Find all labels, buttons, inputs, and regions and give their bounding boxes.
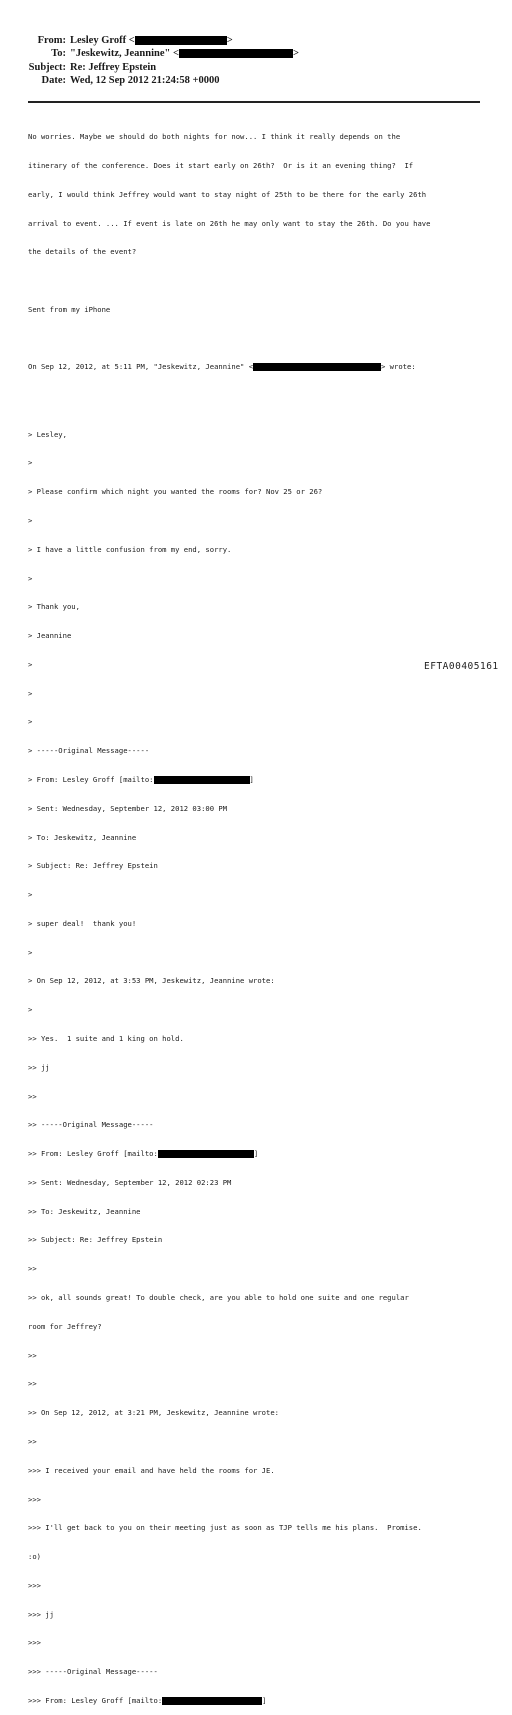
from-value: Lesley Groff <: [70, 35, 135, 46]
quoted-from-post: ]: [253, 1149, 259, 1159]
quoted-line: >> Sent: Wednesday, September 12, 2012 02:23 PM: [28, 1177, 232, 1187]
quoted-line: >>: [28, 1379, 37, 1389]
quoted-line: >: [28, 659, 33, 669]
from-label: From:: [37, 35, 66, 46]
quoted-line: >: [28, 1005, 33, 1015]
subject-value: Re: Jeffrey Epstein: [70, 62, 157, 73]
quoted-line: >: [28, 947, 33, 957]
on-wrote-line: [28, 362, 484, 372]
quoted-from-line: [28, 775, 484, 785]
quoted-line: >> To: Jeskewitz, Jeannine: [28, 1206, 141, 1216]
quoted-line: >>> -----Original Message-----: [28, 1667, 158, 1677]
redaction-bar: [154, 776, 250, 784]
quoted-line: >> Yes. 1 suite and 1 king on hold.: [28, 1034, 184, 1043]
quoted-line: >>> I received your email and have held the rooms for JE.: [28, 1465, 275, 1475]
to-value: "Jeskewitz, Jeannine" <: [70, 48, 179, 59]
quoted-line: >> Subject: Re: Jeffrey Epstein: [28, 1235, 163, 1245]
quoted-line: >>: [28, 1264, 37, 1274]
redaction-bar: [179, 49, 293, 58]
quoted-line: > -----Original Message-----: [28, 746, 150, 756]
from-close: >: [226, 35, 233, 46]
redaction-bar: [158, 1150, 254, 1158]
quoted-line: :o): [28, 1552, 41, 1562]
quoted-line: >>: [28, 1350, 37, 1360]
redaction-bar: [162, 1697, 262, 1705]
quoted-from-post: ]: [249, 774, 254, 784]
quoted-line: > Lesley,: [28, 429, 67, 439]
quoted-line: > To: Jeskewitz, Jeannine: [28, 832, 137, 842]
email-body: [28, 113, 484, 1715]
date-label: Date:: [41, 75, 66, 86]
quoted-line: >: [28, 688, 33, 698]
header-divider: [28, 101, 480, 103]
quoted-line: >>>: [28, 1494, 41, 1504]
quoted-line: >> On Sep 12, 2012, at 3:21 PM, Jeskewitz, Jeannine wrote:: [28, 1408, 279, 1418]
quoted-line: >: [28, 573, 33, 583]
body-line: the details of the event?: [28, 247, 137, 257]
on-wrote-post: > wrote:: [381, 362, 416, 372]
body-line: itinerary of the conference. Does it start early on 26th? Or is it an evening thing? If: [28, 160, 414, 170]
quoted-from-pre: > From: Lesley Groff [mailto:: [28, 774, 154, 784]
document-id-stamp: EFTA00405161: [424, 661, 499, 672]
redaction-bar: [253, 363, 381, 371]
body-line: arrival to event. ... If event is late on 26th he may only want to stay the 26th. Do you have: [28, 218, 431, 228]
sent-from: Sent from my iPhone: [28, 304, 111, 314]
quoted-line: >>>: [28, 1580, 41, 1590]
body-line: No worries. Maybe we should do both nights for now... I think it really depends on the: [28, 132, 401, 142]
quoted-line: > Thank you,: [28, 602, 80, 612]
quoted-line: > Please confirm which night you wanted the rooms for? Nov 25 or 26?: [28, 487, 323, 497]
quoted-from-pre: >> From: Lesley Groff [mailto:: [28, 1149, 158, 1159]
quoted-line: >>> jj: [28, 1609, 54, 1619]
quoted-line: >> jj: [28, 1062, 50, 1072]
quoted-line: >> ok, all sounds great! To double check, are you able to hold one suite and one regular: [28, 1293, 409, 1303]
quoted-line: > Subject: Re: Jeffrey Epstein: [28, 861, 158, 871]
date-value: Wed, 12 Sep 2012 21:24:58 +0000: [70, 75, 220, 86]
redaction-bar: [135, 36, 227, 45]
quoted-line: >>> I'll get back to you on their meeting just as soon as TJP tells me his plans. Promise.: [28, 1523, 422, 1533]
quoted-line: >>: [28, 1091, 37, 1101]
quoted-line: >>: [28, 1436, 37, 1446]
quoted-line: > On Sep 12, 2012, at 3:53 PM, Jeskewitz, Jeannine wrote:: [28, 976, 275, 986]
quoted-line: >> -----Original Message-----: [28, 1120, 154, 1130]
on-wrote-pre: On Sep 12, 2012, at 5:11 PM, "Jeskewitz, Jeannine" <: [28, 362, 254, 372]
body-line: early, I would think Jeffrey would want to stay night of 25th to be there for the early 26th: [28, 189, 427, 199]
quoted-line: >: [28, 717, 33, 727]
to-close: >: [292, 48, 299, 59]
quoted-line: >: [28, 458, 33, 468]
quoted-from-line: [28, 1149, 484, 1159]
quoted-from-pre: >>> From: Lesley Groff [mailto:: [28, 1695, 163, 1705]
quoted-line: >: [28, 515, 33, 525]
quoted-from-line: [28, 1696, 484, 1706]
quoted-from-post: ]: [262, 1695, 267, 1705]
subject-label: Subject:: [28, 62, 66, 73]
quoted-line: >: [28, 890, 33, 900]
quoted-line: > Sent: Wednesday, September 12, 2012 03:00 PM: [28, 803, 228, 813]
quoted-line: room for Jeffrey?: [28, 1321, 102, 1331]
quoted-line: > Jeannine: [28, 631, 72, 641]
to-label: To:: [51, 48, 66, 59]
quoted-line: >>>: [28, 1638, 41, 1648]
quoted-line: > I have a little confusion from my end, sorry.: [28, 544, 232, 554]
quoted-line: > super deal! thank you!: [28, 918, 137, 928]
